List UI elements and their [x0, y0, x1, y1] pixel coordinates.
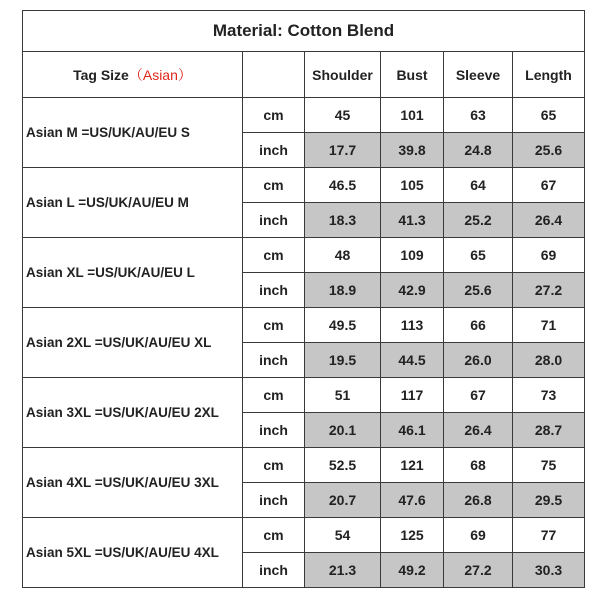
size-label: Asian 3XL =US/UK/AU/EU 2XL	[23, 378, 243, 448]
column-header-bust: Bust	[381, 52, 444, 98]
size-row-cm	[23, 238, 585, 273]
cell-shoulder-inch: 20.1	[305, 413, 381, 448]
cell-length-cm: 67	[513, 168, 585, 203]
tag-size-header	[23, 52, 243, 98]
unit-cm: cm	[243, 168, 305, 203]
cell-bust-inch: 44.5	[381, 343, 444, 378]
cell-sleeve-inch: 27.2	[444, 553, 513, 588]
cell-shoulder-cm: 51	[305, 378, 381, 413]
cell-bust-inch: 46.1	[381, 413, 444, 448]
cell-shoulder-cm: 54	[305, 518, 381, 553]
unit-cm: cm	[243, 238, 305, 273]
unit-cm: cm	[243, 448, 305, 483]
table-title: Material: Cotton Blend	[23, 11, 585, 52]
unit-cm: cm	[243, 98, 305, 133]
size-label: Asian M =US/UK/AU/EU S	[23, 98, 243, 168]
unit-inch: inch	[243, 203, 305, 238]
cell-shoulder-inch: 17.7	[305, 133, 381, 168]
cell-length-inch: 28.7	[513, 413, 585, 448]
size-row-cm	[23, 448, 585, 483]
size-label: Asian 4XL =US/UK/AU/EU 3XL	[23, 448, 243, 518]
cell-bust-inch: 47.6	[381, 483, 444, 518]
cell-sleeve-inch: 25.6	[444, 273, 513, 308]
cell-sleeve-cm: 65	[444, 238, 513, 273]
cell-sleeve-inch: 24.8	[444, 133, 513, 168]
unit-cm: cm	[243, 378, 305, 413]
cell-sleeve-cm: 66	[444, 308, 513, 343]
size-row-cm	[23, 308, 585, 343]
cell-bust-inch: 41.3	[381, 203, 444, 238]
cell-length-cm: 65	[513, 98, 585, 133]
unit-inch: inch	[243, 413, 305, 448]
cell-length-cm: 73	[513, 378, 585, 413]
unit-cm: cm	[243, 518, 305, 553]
cell-sleeve-cm: 69	[444, 518, 513, 553]
cell-length-inch: 30.3	[513, 553, 585, 588]
column-header-sleeve: Sleeve	[444, 52, 513, 98]
cell-bust-cm: 121	[381, 448, 444, 483]
cell-shoulder-cm: 45	[305, 98, 381, 133]
unit-inch: inch	[243, 343, 305, 378]
cell-sleeve-inch: 26.4	[444, 413, 513, 448]
unit-cm: cm	[243, 308, 305, 343]
cell-shoulder-inch: 21.3	[305, 553, 381, 588]
cell-bust-cm: 113	[381, 308, 444, 343]
cell-shoulder-cm: 52.5	[305, 448, 381, 483]
size-label: Asian 2XL =US/UK/AU/EU XL	[23, 308, 243, 378]
column-header-shoulder: Shoulder	[305, 52, 381, 98]
cell-length-cm: 69	[513, 238, 585, 273]
column-header-length: Length	[513, 52, 585, 98]
unit-inch: inch	[243, 553, 305, 588]
cell-length-inch: 25.6	[513, 133, 585, 168]
cell-shoulder-inch: 18.3	[305, 203, 381, 238]
size-chart	[22, 10, 584, 587]
header-row	[23, 52, 585, 98]
cell-length-cm: 71	[513, 308, 585, 343]
cell-sleeve-cm: 67	[444, 378, 513, 413]
cell-length-inch: 26.4	[513, 203, 585, 238]
cell-shoulder-cm: 49.5	[305, 308, 381, 343]
cell-bust-inch: 42.9	[381, 273, 444, 308]
tag-size-note: （Asian）	[128, 66, 192, 83]
cell-bust-cm: 117	[381, 378, 444, 413]
size-row-cm	[23, 518, 585, 553]
cell-shoulder-cm: 46.5	[305, 168, 381, 203]
unit-inch: inch	[243, 273, 305, 308]
unit-header	[243, 52, 305, 98]
cell-shoulder-cm: 48	[305, 238, 381, 273]
cell-bust-inch: 39.8	[381, 133, 444, 168]
cell-bust-inch: 49.2	[381, 553, 444, 588]
cell-sleeve-cm: 68	[444, 448, 513, 483]
size-row-cm	[23, 98, 585, 133]
cell-shoulder-inch: 18.9	[305, 273, 381, 308]
cell-length-cm: 77	[513, 518, 585, 553]
unit-inch: inch	[243, 483, 305, 518]
cell-sleeve-inch: 26.8	[444, 483, 513, 518]
size-row-cm	[23, 378, 585, 413]
tag-size-label: Tag Size	[73, 66, 129, 83]
cell-bust-cm: 125	[381, 518, 444, 553]
size-label: Asian L =US/UK/AU/EU M	[23, 168, 243, 238]
cell-bust-cm: 101	[381, 98, 444, 133]
cell-shoulder-inch: 20.7	[305, 483, 381, 518]
unit-inch: inch	[243, 133, 305, 168]
cell-shoulder-inch: 19.5	[305, 343, 381, 378]
cell-length-inch: 29.5	[513, 483, 585, 518]
cell-bust-cm: 109	[381, 238, 444, 273]
size-label: Asian 5XL =US/UK/AU/EU 4XL	[23, 518, 243, 588]
cell-sleeve-inch: 25.2	[444, 203, 513, 238]
cell-length-inch: 28.0	[513, 343, 585, 378]
size-table	[22, 10, 585, 588]
size-label: Asian XL =US/UK/AU/EU L	[23, 238, 243, 308]
size-row-cm	[23, 168, 585, 203]
cell-sleeve-cm: 63	[444, 98, 513, 133]
cell-length-cm: 75	[513, 448, 585, 483]
cell-bust-cm: 105	[381, 168, 444, 203]
cell-length-inch: 27.2	[513, 273, 585, 308]
cell-sleeve-cm: 64	[444, 168, 513, 203]
cell-sleeve-inch: 26.0	[444, 343, 513, 378]
